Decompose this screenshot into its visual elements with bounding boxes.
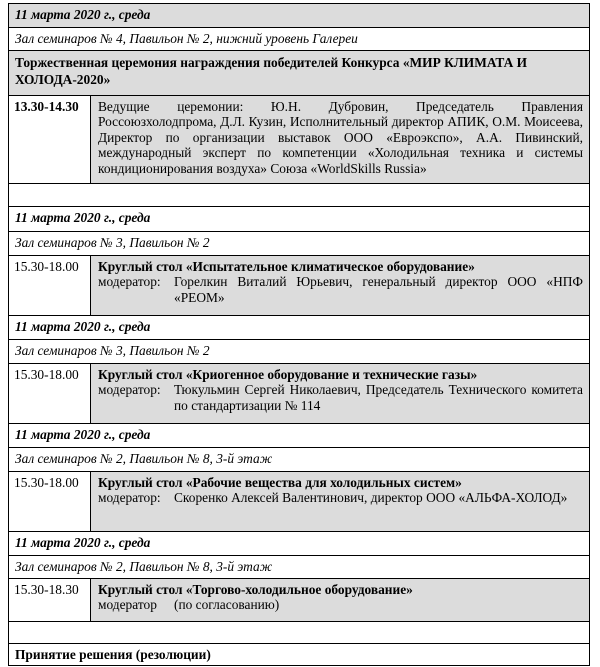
event-content bbox=[91, 364, 589, 423]
resolution-row bbox=[8, 643, 590, 666]
event-time: 13.30-14.30 bbox=[9, 96, 91, 183]
event-row bbox=[8, 95, 590, 183]
venue-text: Зал семинаров № 2, Павильон № 8, 3-й этаж bbox=[15, 559, 273, 574]
venue-text: Зал семинаров № 3, Павильон № 2 bbox=[15, 343, 210, 358]
moderator-name: Тюкульмин Сергей Николаевич, Председатель Технического комитета по стандартизации № 114 bbox=[174, 382, 583, 413]
event-description: Ведущие церемонии: Ю.Н. Дубровин, Председатель Правления Россоюзхолодпрома, Д.Л. Кузин, Исполнительный директор АПИК, О.М. Моисеева, Директор по организации выставок ООО «Евроэкспо», А.А. Пивинский, международный эксперт по компетенции «Холодильная техника и системы кондиционирования воздуха» Союза «WorldSkills Russia» bbox=[98, 99, 583, 176]
date-text: 11 марта 2020 г., среда bbox=[15, 319, 151, 334]
event-title: Круглый стол «Испытательное климатическое оборудование» bbox=[98, 259, 475, 274]
event-row bbox=[8, 363, 590, 423]
event-row bbox=[8, 471, 590, 531]
spacer-row bbox=[8, 183, 590, 206]
date-row bbox=[8, 315, 590, 339]
venue-row bbox=[8, 231, 590, 255]
venue-text: Зал семинаров № 4, Павильон № 2, нижний уровень Галереи bbox=[15, 31, 358, 46]
event-time: 15.30-18.00 bbox=[9, 472, 91, 531]
moderator-line bbox=[98, 597, 583, 612]
date-text: 11 марта 2020 г., среда bbox=[15, 210, 151, 225]
venue-text: Зал семинаров № 2, Павильон № 8, 3-й этаж bbox=[15, 451, 273, 466]
event-title: Круглый стол «Торгово-холодильное оборудование» bbox=[98, 582, 413, 597]
event-title-row bbox=[8, 50, 590, 95]
moderator-name: (по согласованию) bbox=[174, 597, 280, 613]
event-title: Круглый стол «Рабочие вещества для холодильных систем» bbox=[98, 475, 462, 490]
event-title: Торжественная церемония награждения победителей Конкурса «МИР КЛИМАТА И ХОЛОДА-2020» bbox=[15, 55, 528, 87]
event-time: 15.30-18.00 bbox=[9, 256, 91, 315]
venue-text: Зал семинаров № 3, Павильон № 2 bbox=[15, 235, 210, 250]
event-title: Круглый стол «Криогенное оборудование и технические газы» bbox=[98, 367, 478, 382]
date-row bbox=[8, 3, 590, 27]
venue-row bbox=[8, 447, 590, 471]
moderator-line bbox=[98, 490, 583, 505]
spacer-row bbox=[8, 621, 590, 643]
moderator-line bbox=[98, 274, 583, 305]
event-row bbox=[8, 255, 590, 315]
moderator-name: Горелкин Виталий Юрьевич, генеральный директор ООО «НПФ «РЕОМ» bbox=[174, 274, 583, 305]
date-text: 11 марта 2020 г., среда bbox=[15, 427, 151, 442]
venue-row bbox=[8, 555, 590, 578]
date-text: 11 марта 2020 г., среда bbox=[15, 7, 151, 22]
event-content bbox=[91, 256, 589, 315]
moderator-name: Скоренко Алексей Валентинович, директор ООО «АЛЬФА-ХОЛОД» bbox=[174, 490, 568, 506]
event-row bbox=[8, 578, 590, 621]
date-row bbox=[8, 206, 590, 231]
event-content bbox=[91, 579, 589, 621]
date-text: 11 марта 2020 г., среда bbox=[15, 535, 151, 550]
event-time: 15.30-18.00 bbox=[9, 364, 91, 423]
venue-row bbox=[8, 27, 590, 50]
moderator-label: модератор bbox=[98, 597, 157, 613]
resolution-text: Принятие решения (резолюции) bbox=[15, 647, 211, 662]
moderator-label: модератор: bbox=[98, 274, 161, 290]
date-row bbox=[8, 423, 590, 447]
date-row bbox=[8, 531, 590, 555]
moderator-label: модератор: bbox=[98, 382, 161, 398]
event-time: 15.30-18.30 bbox=[9, 579, 91, 621]
event-content bbox=[91, 472, 589, 531]
moderator-label: модератор: bbox=[98, 490, 161, 506]
moderator-line bbox=[98, 382, 583, 413]
venue-row bbox=[8, 339, 590, 363]
